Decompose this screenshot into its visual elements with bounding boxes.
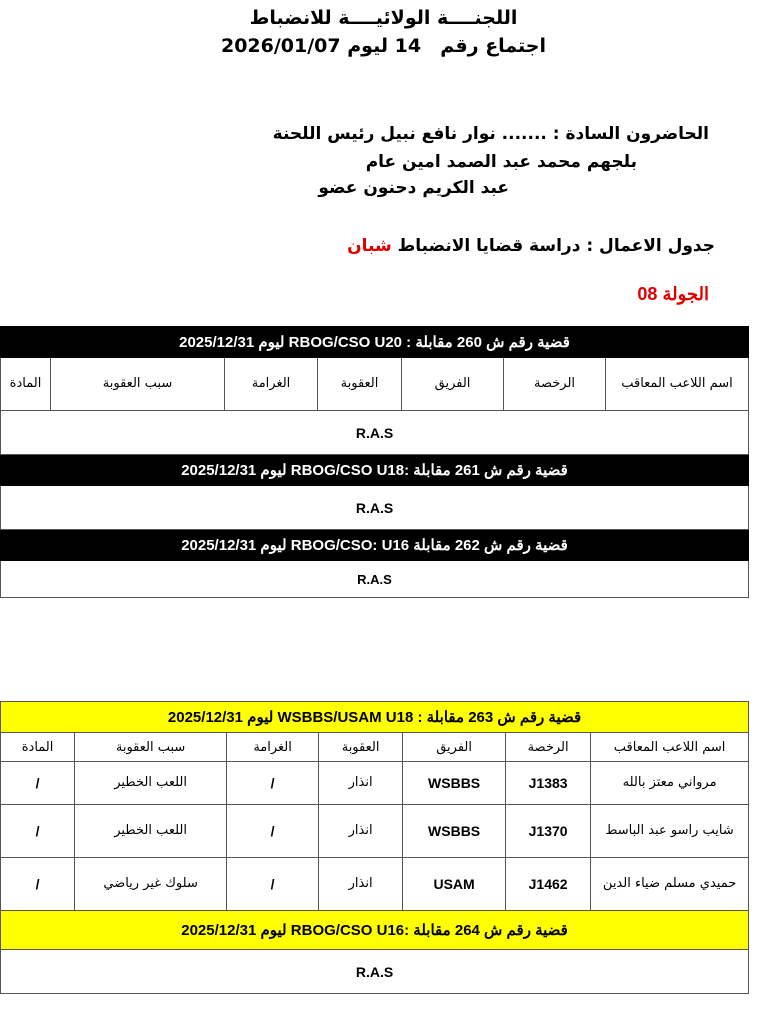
meeting-prefix: اجتماع رقم: [440, 35, 547, 57]
cell-fine: /: [227, 762, 319, 805]
case-header: [1, 327, 749, 358]
table-row: [1, 858, 749, 911]
cell-reason: سلوك غير رياضي: [75, 858, 227, 911]
cell-team: USAM: [403, 858, 506, 911]
meeting-number: 14: [394, 35, 422, 57]
cell-penalty: انذار: [319, 805, 403, 858]
col-license: الرخصة: [504, 358, 606, 411]
table-row: [1, 805, 749, 858]
cell-license: J1383: [506, 762, 591, 805]
case-header: [1, 702, 749, 733]
col-team: الفريق: [402, 358, 504, 411]
cell-license: J1462: [506, 858, 591, 911]
agenda-label: جدول الاعمال : دراسة قضايا الانضباط: [397, 236, 715, 256]
case-header: [1, 530, 749, 561]
cell-license: J1370: [506, 805, 591, 858]
col-reason: سبب العقوبة: [51, 358, 225, 411]
case-result: R.A.S: [1, 561, 749, 598]
meeting-line: [0, 34, 767, 58]
agenda-line: [347, 236, 715, 256]
case-result: R.A.S: [1, 411, 749, 455]
col-article: المادة: [1, 733, 75, 762]
col-team: الفريق: [403, 733, 506, 762]
case-title: قضية رقم ش 261 مقابلة :RBOG/CSO U18 ليوم 2025/12/31: [1, 455, 749, 486]
col-fine: الغرامة: [225, 358, 318, 411]
meeting-day-word: ليوم: [347, 35, 388, 57]
committee-title: اللجنــــة الولائيــــة للانضباط: [249, 7, 518, 29]
col-player: اسم اللاعب المعاقب: [591, 733, 749, 762]
cell-reason: اللعب الخطير: [75, 762, 227, 805]
attendees-line-2: بلجهم محمد عبد الصمد امين عام: [365, 152, 637, 172]
agenda-category: شبان: [347, 236, 392, 256]
case-header: [1, 911, 749, 950]
case-result-row: [1, 561, 749, 598]
table-row: [1, 762, 749, 805]
cell-reason: اللعب الخطير: [75, 805, 227, 858]
col-penalty: العقوبة: [319, 733, 403, 762]
cell-team: WSBBS: [403, 762, 506, 805]
column-header-row: [1, 733, 749, 762]
attendees-line-3: عبد الكريم دحنون عضو: [318, 178, 509, 198]
col-player: اسم اللاعب المعاقب: [606, 358, 749, 411]
cases-table-1: [0, 326, 749, 598]
meeting-date: 2026/01/07: [220, 35, 341, 57]
column-header-row: [1, 358, 749, 411]
col-fine: الغرامة: [227, 733, 319, 762]
case-title: قضية رقم ش 262 مقابلة RBOG/CSO: U16 ليوم 2025/12/31: [1, 530, 749, 561]
case-header: [1, 455, 749, 486]
case-result-row: [1, 950, 749, 994]
case-result-row: [1, 411, 749, 455]
cell-player: شايب راسو عبد الباسط: [591, 805, 749, 858]
col-article: المادة: [1, 358, 51, 411]
col-penalty: العقوبة: [318, 358, 402, 411]
round-label: الجولة 08: [637, 284, 709, 304]
cell-player: حميدي مسلم ضياء الدين: [591, 858, 749, 911]
cell-player: مرواني معتز بالله: [591, 762, 749, 805]
case-result: R.A.S: [1, 950, 749, 994]
case-title: قضية رقم ش 260 مقابلة : RBOG/CSO U20 ليوم 2025/12/31: [1, 327, 749, 358]
case-title: قضية رقم ش 264 مقابلة :RBOG/CSO U16 ليوم 2025/12/31: [1, 911, 749, 950]
col-license: الرخصة: [506, 733, 591, 762]
cell-penalty: انذار: [319, 858, 403, 911]
cell-fine: /: [227, 805, 319, 858]
case-result-row: [1, 486, 749, 530]
cell-team: WSBBS: [403, 805, 506, 858]
cell-article: /: [1, 858, 75, 911]
attendees-line-1: الحاضرون السادة : ....... نوار نافع نبيل رئيس اللحنة: [272, 124, 709, 144]
cell-article: /: [1, 805, 75, 858]
col-reason: سبب العقوبة: [75, 733, 227, 762]
case-result: R.A.S: [1, 486, 749, 530]
cases-table-2: [0, 701, 749, 994]
cell-fine: /: [227, 858, 319, 911]
cell-article: /: [1, 762, 75, 805]
case-title: قضية رقم ش 263 مقابلة : WSBBS/USAM U18 ليوم 2025/12/31: [1, 702, 749, 733]
cell-penalty: انذار: [319, 762, 403, 805]
